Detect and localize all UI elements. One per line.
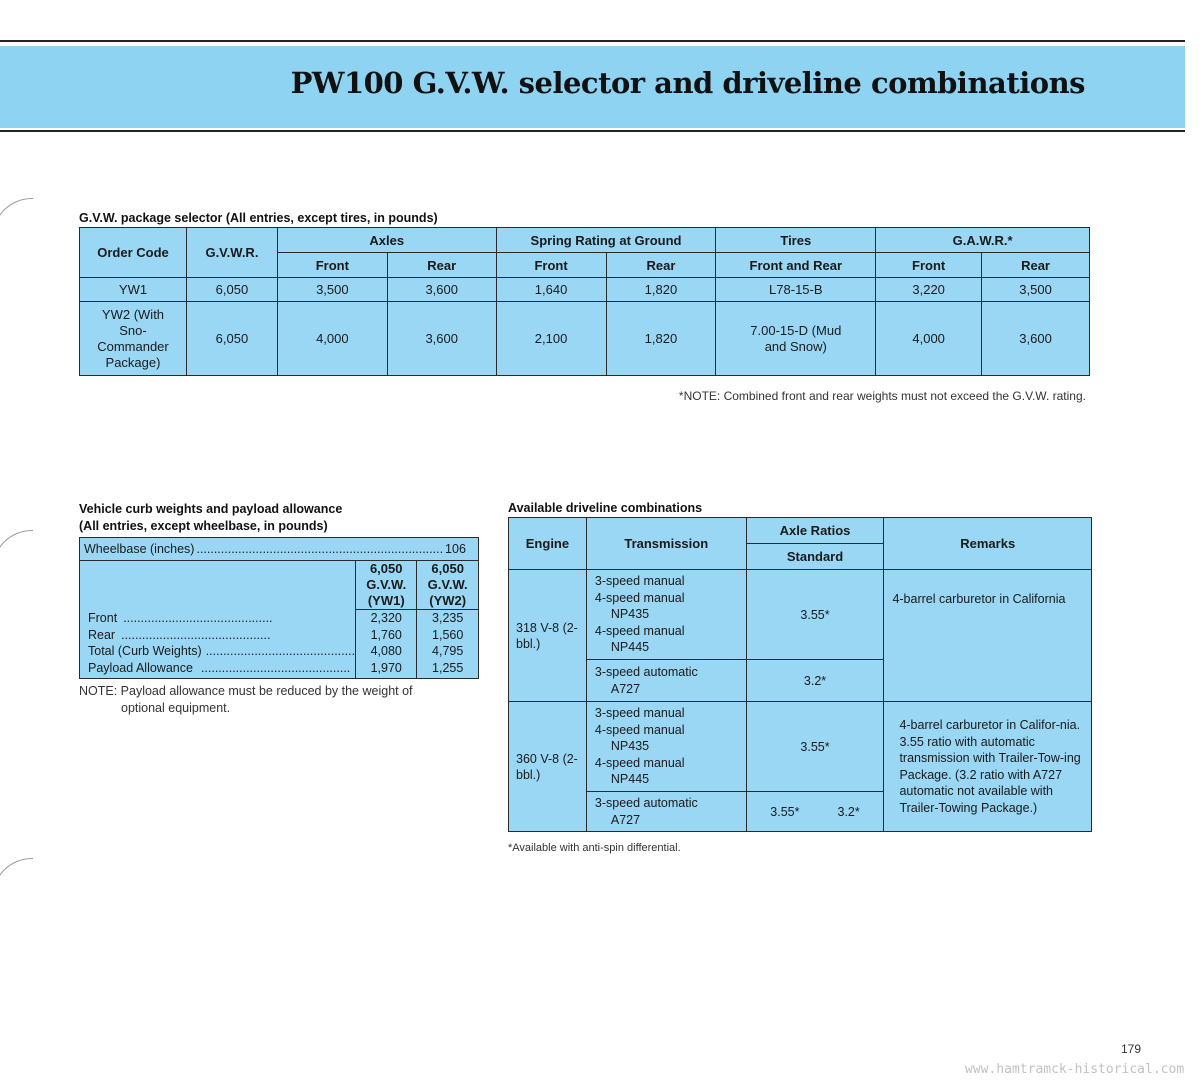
table-row	[80, 278, 1090, 302]
value-total-yw2: 4,795	[432, 644, 464, 658]
row-label-total: Total (Curb Weights)	[88, 644, 202, 658]
curb-section-title-line2: (All entries, except wheelbase, in pounds)	[79, 519, 328, 533]
cell-ratio-318-auto: 3.2*	[746, 660, 884, 702]
header-yw2: 6,050 G.V.W. (YW2)	[417, 561, 478, 610]
gvw-section-title: G.V.W. package selector (All entries, except tires, in pounds)	[79, 211, 438, 225]
trans-line: 3-speed automatic	[594, 665, 698, 679]
header-axle-front: Front	[277, 253, 387, 278]
header-tires: Tires	[716, 228, 876, 253]
header-tires-front-rear: Front and Rear	[716, 253, 876, 278]
header-remarks: Remarks	[884, 518, 1092, 570]
yw1-values-cell	[356, 610, 417, 679]
leader-dots: ...........................................	[121, 627, 271, 642]
value-payload-yw1: 1,970	[370, 660, 402, 675]
table-row	[509, 702, 1092, 792]
header-transmission: Transmission	[586, 518, 746, 570]
header-spring-rating: Spring Rating at Ground	[496, 228, 716, 253]
trans-line: 4-speed manual	[594, 755, 685, 770]
trans-line: 3-speed automatic	[594, 796, 698, 810]
table-row	[80, 302, 1090, 376]
curb-labels-cell	[80, 610, 356, 679]
cell-axle-rear: 3,600	[387, 278, 496, 302]
table-row	[509, 570, 1092, 660]
driveline-section-title: Available driveline combinations	[508, 501, 703, 515]
cell-axle-front: 3,500	[277, 278, 387, 302]
header-yw1: 6,050 G.V.W. (YW1)	[356, 561, 417, 610]
leader-dots: ...........................................	[200, 660, 351, 675]
binder-hole-mark	[0, 198, 33, 239]
cell-spring-rear: 1,820	[606, 278, 716, 302]
curb-weights-table	[79, 537, 479, 679]
value-rear-yw1: 1,760	[370, 627, 402, 642]
yw2-values-cell	[417, 610, 478, 679]
cell-spring-front: 2,100	[496, 302, 606, 376]
header-axle-ratios: Axle Ratios	[746, 518, 884, 544]
header-engine: Engine	[509, 518, 587, 570]
row-label-front: Front	[88, 611, 118, 625]
cell-gawr-rear: 3,600	[982, 302, 1090, 376]
trans-line: 3-speed manual	[594, 706, 685, 721]
ratio-value: 3.55*	[770, 804, 800, 819]
value-payload-yw2: 1,255	[432, 660, 464, 675]
trans-line: 4-speed manual	[594, 722, 685, 737]
cell-tires: 7.00-15-D (Mud and Snow)	[716, 302, 876, 376]
gvw-note: *NOTE: Combined front and rear weights must not exceed the G.V.W. rating.	[678, 389, 1086, 403]
driveline-footnote: *Available with anti-spin differential.	[508, 842, 681, 854]
leader-dots: .......................................................................	[196, 542, 444, 556]
cell-gawr-front: 3,220	[876, 278, 982, 302]
trans-line: 4-speed manual	[594, 623, 685, 638]
cell-gawr-rear: 3,500	[982, 278, 1090, 302]
cell-remarks-360: 4-barrel carburetor in Califor-nia. 3.55 ratio with automatic transmission with Trailer-Tow-ing Package. (3.2 ratio with A727 automatic not available with Trailer-Towing Package.)	[884, 702, 1092, 832]
header-axle-rear: Rear	[387, 253, 496, 278]
list-item	[88, 627, 355, 644]
curb-header-blank	[80, 561, 356, 610]
header-spring-rear: Rear	[606, 253, 716, 278]
top-rule	[0, 40, 1185, 42]
curb-note-line1: NOTE: Payload allowance must be reduced by the weight of	[79, 684, 413, 698]
cell-ratio-360-auto	[746, 792, 884, 832]
header-spring-front: Front	[496, 253, 606, 278]
cell-axle-rear: 3,600	[387, 302, 496, 376]
trans-line: NP445	[610, 772, 650, 787]
driveline-table	[508, 517, 1092, 832]
page-number: 179	[1121, 1042, 1142, 1056]
ratio-value: 3.2*	[837, 804, 860, 819]
value-front-yw2: 3,235	[432, 611, 464, 625]
header-gawr: G.A.W.R.*	[876, 228, 1090, 253]
cell-trans-auto-318	[586, 660, 746, 702]
leader-dots: ...........................................	[123, 611, 273, 625]
trans-line: NP435	[610, 607, 650, 622]
list-item	[88, 660, 355, 677]
cell-gvwr: 6,050	[186, 302, 277, 376]
value-total-yw1: 4,080	[370, 644, 402, 658]
cell-gvwr: 6,050	[186, 278, 277, 302]
header-order-code: Order Code	[80, 228, 187, 278]
header-gawr-rear: Rear	[982, 253, 1090, 278]
wheelbase-row	[80, 538, 479, 561]
banner-rule	[0, 130, 1185, 132]
list-item	[88, 610, 355, 627]
binder-hole-mark	[0, 530, 33, 571]
header-axles: Axles	[277, 228, 496, 253]
cell-engine-360: 360 V-8 (2-bbl.)	[509, 702, 587, 832]
cell-trans-manual-318	[586, 570, 746, 660]
cell-remarks-318: 4-barrel carburetor in California	[884, 570, 1092, 702]
leader-dots: ...........................................	[205, 644, 356, 658]
header-gawr-front: Front	[876, 253, 982, 278]
trans-line: A727	[610, 812, 641, 827]
cell-gawr-front: 4,000	[876, 302, 982, 376]
page-title: PW100 G.V.W. selector and driveline combinations	[290, 66, 1085, 100]
curb-note-line2: optional equipment.	[121, 701, 231, 715]
trans-line: A727	[610, 681, 641, 696]
cell-spring-rear: 1,820	[606, 302, 716, 376]
gvw-selector-table	[79, 227, 1090, 376]
value-rear-yw2: 1,560	[432, 627, 464, 642]
cell-trans-auto-360	[586, 792, 746, 832]
trans-line: 4-speed manual	[594, 590, 685, 605]
value-front-yw1: 2,320	[370, 611, 402, 625]
trans-line: NP435	[610, 739, 650, 754]
header-gvwr: G.V.W.R.	[186, 228, 277, 278]
row-label-payload: Payload Allowance	[88, 660, 193, 675]
list-item	[88, 643, 355, 660]
cell-order-code: YW1	[80, 278, 187, 302]
cell-trans-manual-360	[586, 702, 746, 792]
row-label-rear: Rear	[88, 627, 116, 642]
watermark: www.hamtramck-historical.com	[965, 1062, 1185, 1077]
cell-tires: L78-15-B	[716, 278, 876, 302]
header-standard: Standard	[746, 544, 884, 570]
trans-line: 3-speed manual	[594, 574, 685, 589]
trans-line: NP445	[610, 640, 650, 655]
cell-ratio-318-manual: 3.55*	[746, 570, 884, 660]
cell-order-code: YW2 (With Sno-Commander Package)	[80, 302, 187, 376]
curb-section-title-line1: Vehicle curb weights and payload allowance	[79, 502, 343, 516]
cell-engine-318: 318 V-8 (2-bbl.)	[509, 570, 587, 702]
cell-ratio-360-manual: 3.55*	[746, 702, 884, 792]
wheelbase-value: 106	[445, 542, 466, 556]
wheelbase-label: Wheelbase (inches)	[84, 542, 195, 556]
binder-hole-mark	[0, 858, 33, 899]
cell-axle-front: 4,000	[277, 302, 387, 376]
cell-spring-front: 1,640	[496, 278, 606, 302]
